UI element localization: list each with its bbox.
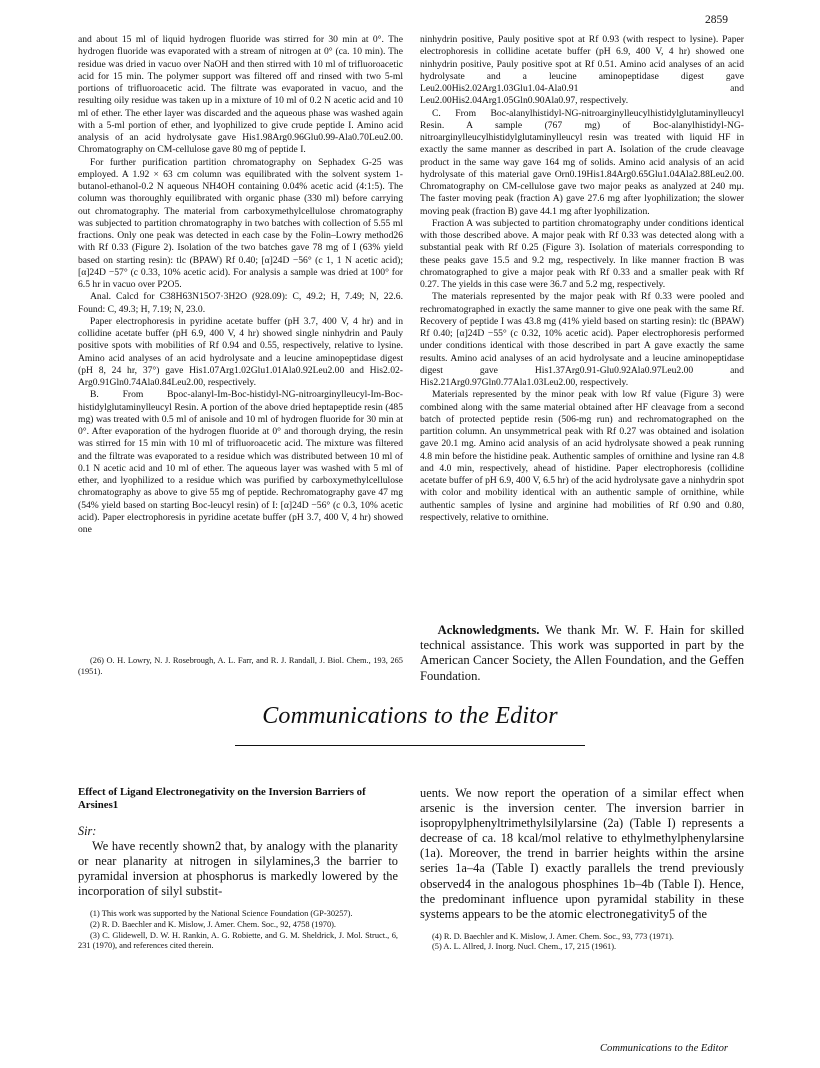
footnote: (3) C. Glidewell, D. W. H. Rankin, A. G. Robiette, and G. M. Sheldrick, J. Mol. Struct., 6, 231 (1970), and references cited therein.: [78, 930, 398, 951]
footnote: (1) This work was supported by the National Science Foundation (GP-30257).: [90, 909, 353, 919]
right-column-text: [420, 34, 744, 524]
acknowledgments-text: We thank Mr. W. F. Hain for skilled technical assistance. This work was supported in part by the American Cancer Society, the Allen Foundation, and the Geffen Foundation.: [420, 623, 745, 683]
paragraph: Materials represented by the minor peak with low Rf value (Figure 3) were combined along with the same material obtained after HF cleavage from a second batch of protected peptide resin (506-mg run) and rechromatographed on the partition column. An unsymmetrical peak with Rf 0.27 was obtained and isolation gave 20.1 mg. Amino acid analysis of an acid hydrolysate showed a peak running 4.8 min before the histidine peak. Authentic samples of ornithine and lysine ran 4.8 and 4.0 min, respectively, ahead of histidine. Paper electrophoresis (collidine acetate buffer of pH 6.9, 400 V, 6.5 hr) of the acid hydrolysate gave a ninhydrin spot with color and mobility identical with an authentic sample of ornithine, while authentic samples of lysine and arginine had mobilities of Rf 0.90 and 0.80, respectively, relative to ornithine.: [420, 389, 744, 523]
article-body-left: [78, 839, 398, 899]
footnote-26: [78, 656, 403, 677]
article-left-column: [78, 786, 398, 952]
acknowledgments: [420, 623, 744, 684]
article-right-column: [420, 786, 744, 953]
running-footer: Communications to the Editor: [599, 1043, 728, 1054]
section-divider: [235, 745, 585, 746]
page-number: 2859: [705, 14, 728, 26]
paragraph: For further purification partition chromatography on Sephadex G-25 was employed. A 1.92 × 63 cm column was equilibrated with the solvent system 1-butanol-ethanol-0.2 N aqueous NH4OH containing 0.04% acetic acid (4:1:5). The column was thoroughly equilibrated with organic phase (330 ml) before carrying out chromatography. The material from carboxymethylcellulose chromatography was subjected to partition chromatography in two batches with collection of 5.55 ml fractions. Only one peak was detected in each case by the Folin–Lowry method26 with Rf 0.33 (Figure 2). Isolation of the two batches gave 78 mg of I (63% yield based on starting resin): tlc (BPAW) Rf 0.40; [α]24D −56° (c 1, 1 N acetic acid); [α]24D −57° (c 0.33, 10% acetic acid). For analysis a sample was dried at 100° for 6.5 hr in vacuo over P2O5.: [78, 156, 403, 290]
paragraph: Anal. Calcd for C38H63N15O7·3H2O (928.09): C, 49.2; H, 7.49; N, 22.6. Found: C, 49.3; H, 7.19; N, 23.0.: [78, 291, 403, 315]
footnote: (2) R. D. Baechler and K. Mislow, J. Amer. Chem. Soc., 92, 4758 (1970).: [90, 919, 337, 929]
article-footnotes-left: [78, 909, 398, 951]
paragraph: We have recently shown2 that, by analogy with the planarity or near planarity at nitrogen in silylamines,3 the barrier to pyramidal inversion at phosphorus is markedly lowered by the incorporation of silyl substit-: [78, 839, 398, 899]
paragraph: The materials represented by the major peak with Rf 0.33 were pooled and rechromatographed in exactly the same manner to give one peak with the same Rf. Recovery of peptide I was 43.8 mg (41% yield based on starting resin): tlc (BPAW) Rf 0.40; [α]24D −55° (c 0.32, 10% acetic acid). Paper electrophoresis performed under conditions identical with those described in part A gave exactly the same results. Amino acid analyses of an acid hydrolysate and a leucine aminopeptidase digest gave His1.37Arg0.91-Glu0.92Ala0.97Leu2.00 and His2.21Arg0.97Gln0.77Ala1.03Leu2.00, respectively.: [420, 291, 744, 388]
article-footnotes-right: [420, 932, 744, 953]
paragraph: uents. We now report the operation of a similar effect when arsenic is the inversion center. The inversion barrier in isopropylphenyltrimethylsilylarsine (2a) (Table I) represents a decrease of ca. 18 kcal/mol relative to ethylmethylphenylarsine (1a). Moreover, the trend in barrier heights within the arsine series 1a–4a (Table I) exactly parallels the trend previously observed4 in the analogous phosphines 1b–4b (Table I). Hence, the predominant influence upon pyramidal stability in these systems appears to be the atomic electronegativity5 of the: [420, 786, 744, 921]
footnote-text: (26) O. H. Lowry, N. J. Rosebrough, A. L. Farr, and R. J. Randall, J. Biol. Chem., 193, 265 (1951).: [78, 656, 403, 676]
paragraph: and about 15 ml of liquid hydrogen fluoride was stirred for 30 min at 0°. The hydrogen fluoride was evaporated with a stream of nitrogen at 0° (ca. 10 min). The residue was dried in vacuo over NaOH and then stirred with 10 ml of trifluoroacetic acid for 15 min. The polymer support was filtered off and rinsed with two 5-ml portions of trifluoroacetic acid. The filtrate was evaporated in vacuo, and the resulting oily residue was taken up in a mixture of 10 ml of 0.2 N acetic acid and 10 ml of ether. The ether layer was discarded and the aqueous phase was washed again with a 5-ml portion of ether, and lyophilized to give crude peptide I. Amino acid analysis of an acid hydrolysate gave His1.98Arg0.96Glu0.99-Ala0.70Leu2.00. Chromatography on CM-cellulose gave 80 mg of peptide I.: [78, 34, 403, 156]
paragraph: C. From Boc-alanylhistidyl-NG-nitroarginylleucylhistidylglutaminylleucyl Resin. A sample (767 mg) of Boc-alanylhistidyl-NG-nitroarginylleucylhistidylglutaminylleucyl resin was treated with liquid HF in exactly the same manner as described in part A. Isolation of the crude cleavage product in the same way gave 164 mg of solids. Amino acid analysis of an acid hydrolysate of this material gave Orn0.19His1.84Arg0.65Glu1.04Ala2.88Leu2.00. Chromatography on CM-cellulose gave two major peaks as analyzed at 240 mμ. The faster moving peak (fraction A) gave 27.6 mg after lyophilization; the slower moving peak (fraction B) gave 44.1 mg after lyophilization.: [420, 107, 744, 217]
footnote: (4) R. D. Baechler and K. Mislow, J. Amer. Chem. Soc., 93, 773 (1971).: [432, 931, 674, 941]
paragraph: B. From Bpoc-alanyl-Im-Boc-histidyl-NG-nitroarginylleucyl-Im-Boc-histidylglutaminylleucyl Resin. A portion of the above dried heptapeptide resin (485 mg) was treated with 0.5 ml of anisole and 10 ml of hydrogen fluoride for 30 min at 0°. After evaporation of the hydrogen fluoride at 0° and thorough drying, the resin was stirred for 15 min with 10 ml of trifluoroacetic acid. The mixture was filtered and the filtrate was evaporated to a residue which was distributed between 10 ml of 0.1 N acetic acid and 10 ml of ether. The aqueous layer was washed with 5 ml of ether, and lyophilized to a residue which was purified by carboxymethylcellulose chromatography as above to give 55 mg of peptide. Rechromatography gave 47 mg (54% yield based on starting Boc-leucyl resin) of I: [α]24D −56° (c 0.3, 10% acetic acid). Paper electrophoresis in pyridine acetate buffer (pH 3.7, 400 V, 4 hr) showed one: [78, 389, 403, 535]
salutation: Sir:: [78, 824, 97, 838]
paragraph: ninhydrin positive, Pauly positive spot at Rf 0.93 (with respect to lysine). Paper electrophoresis in collidine acetate buffer (pH 6.9, 400 V, 4 hr) showed one ninhydrin positive, Pauly positive spot at Rf 0.51. Amino acid analyses of an acid hydrolysate and a leucine aminopeptidase digest gave Leu2.00His2.02Arg1.03Glu1.04-Ala0.91 and Leu2.00His2.04Arg1.05Gln0.90Ala0.97, respectively.: [420, 34, 744, 107]
acknowledgments-heading: Acknowledgments.: [437, 623, 540, 637]
left-column-text: [78, 34, 403, 536]
paragraph: Paper electrophoresis in pyridine acetate buffer (pH 3.7, 400 V, 4 hr) and in collidine acetate buffer (pH 6.9, 400 V, 4 hr) showed single ninhydrin and Pauly positive spots with mobilities of Rf 0.94 and 0.55, respectively, relative to lysine. Amino acid analyses of an acid hydrolysate and a leucine aminopeptidase digest (pH 8, 24 hr, 37°) gave His1.07Arg1.02Glu1.01Ala0.92Leu2.00 and His2.02-Arg0.91Gln0.74Ala0.84Leu2.00, respectively.: [78, 315, 403, 388]
paragraph: Fraction A was subjected to partition chromatography under conditions identical with those described above. A major peak with Rf 0.33 was detected along with a substantial peak with Rf 0.25 (Figure 3). Isolation of materials corresponding to these peaks gave 15.5 and 9.2 mg, respectively. In like manner fraction B was chromatographed to give a major peak with Rf 0.33 and a smaller peak with Rf 0.27. The yields in this case were 36.7 and 5.2 mg, respectively.: [420, 217, 744, 290]
section-title: Communications to the Editor: [262, 703, 558, 729]
article-body-right: [420, 786, 744, 922]
footnote: (5) A. L. Allred, J. Inorg. Nucl. Chem., 17, 215 (1961).: [432, 942, 617, 952]
article-title: Effect of Ligand Electronegativity on the Inversion Barriers of Arsines1: [78, 786, 366, 811]
